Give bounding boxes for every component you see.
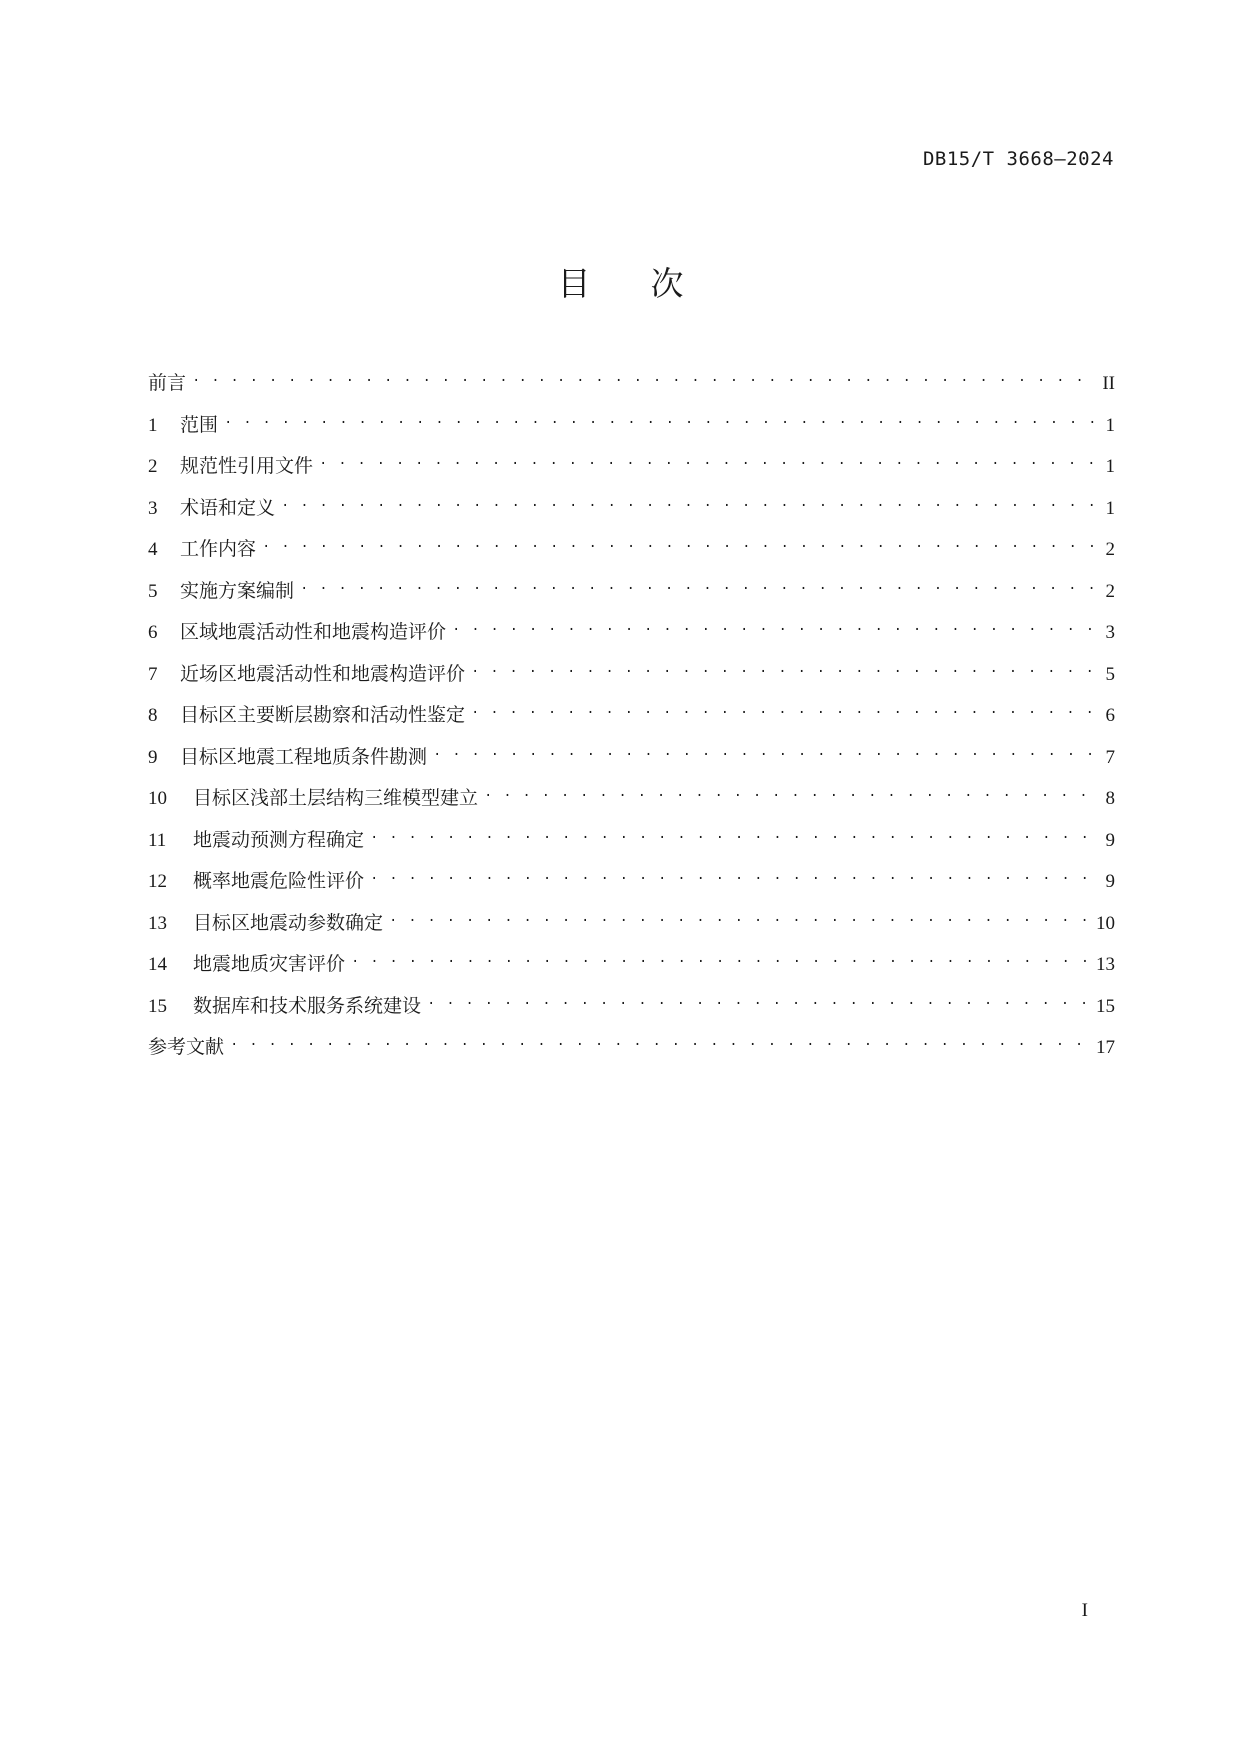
- toc-entry-page: 9: [1105, 829, 1115, 851]
- toc-leader-dots: [319, 453, 1099, 472]
- toc-entry-title: 目标区主要断层勘察和活动性鉴定: [180, 704, 466, 726]
- toc-entry-title: 数据库和技术服务系统建设: [193, 994, 422, 1017]
- toc-entry-number: 13: [148, 912, 167, 934]
- toc-entry-number: 4: [148, 539, 158, 560]
- toc-entry-page: 2: [1105, 539, 1115, 560]
- toc-entry-title: 规范性引用文件: [180, 455, 314, 477]
- toc-entry-title: 地震动预测方程确定: [193, 828, 365, 851]
- toc-entry[interactable]: [148, 783, 1115, 825]
- toc-entry[interactable]: [148, 368, 1115, 410]
- toc-leader-dots: [230, 1034, 1090, 1053]
- toc-entry-title: 地震地质灾害评价: [193, 953, 346, 975]
- toc-entry-page: 8: [1105, 788, 1115, 809]
- toc-entry[interactable]: [148, 949, 1115, 991]
- toc-entry[interactable]: [148, 742, 1115, 784]
- toc-entry-number: 2: [148, 456, 158, 477]
- toc-entry-page: 9: [1105, 871, 1115, 892]
- toc-entry-title: 范围: [180, 413, 219, 436]
- toc-entry[interactable]: [148, 991, 1115, 1033]
- toc-entry-page: 5: [1105, 663, 1115, 685]
- toc-entry[interactable]: [148, 700, 1115, 742]
- toc-entry[interactable]: [148, 908, 1115, 950]
- toc-entry-page: 17: [1096, 1037, 1115, 1058]
- toc-entry-title: 近场区地震活动性和地震构造评价: [180, 662, 466, 685]
- toc-entry[interactable]: [148, 493, 1115, 535]
- toc-entry[interactable]: [148, 451, 1115, 493]
- toc-entry-number: 12: [148, 871, 167, 892]
- toc-entry[interactable]: [148, 866, 1115, 908]
- toc-entry-title: 目标区地震动参数确定: [193, 911, 384, 934]
- toc-entry-page: II: [1102, 373, 1115, 394]
- toc-leader-dots: [370, 868, 1099, 887]
- toc-entry-title: 区域地震活动性和地震构造评价: [180, 621, 447, 643]
- toc-leader-dots: [452, 619, 1099, 638]
- toc-entry-page: 1: [1105, 456, 1115, 477]
- toc-entry[interactable]: [148, 534, 1115, 576]
- toc-entry[interactable]: [148, 576, 1115, 618]
- toc-entry[interactable]: [148, 617, 1115, 659]
- toc-entry-page: 3: [1105, 622, 1115, 643]
- toc-entry-title: 目标区浅部土层结构三维模型建立: [193, 787, 479, 809]
- toc-entry-title: 实施方案编制: [180, 579, 295, 602]
- toc-entry-number: 1: [148, 414, 158, 436]
- standard-code: DB15/T 3668—2024: [922, 148, 1114, 170]
- toc-entry-page: 10: [1096, 912, 1115, 934]
- toc-leader-dots: [389, 910, 1090, 929]
- toc-entry[interactable]: [148, 1032, 1115, 1074]
- toc-entry-number: 14: [148, 954, 167, 975]
- toc-leader-dots: [433, 744, 1099, 763]
- toc-leader-dots: [281, 495, 1099, 514]
- toc-leader-dots: [300, 578, 1099, 597]
- toc-leader-dots: [351, 951, 1090, 970]
- toc-entry-page: 1: [1105, 497, 1115, 519]
- toc-entry-title: 概率地震危险性评价: [193, 870, 365, 892]
- toc-leader-dots: [262, 536, 1099, 555]
- toc-entry-number: 8: [148, 705, 158, 726]
- toc-entry-page: 1: [1105, 414, 1115, 436]
- toc-entry-number: 9: [148, 746, 158, 768]
- toc-leader-dots: [224, 412, 1099, 431]
- toc-entry-page: 7: [1105, 746, 1115, 768]
- toc-leader-dots: [471, 702, 1099, 721]
- toc-entry-page: 6: [1105, 705, 1115, 726]
- table-of-contents: [148, 368, 1115, 1074]
- toc-entry[interactable]: [148, 825, 1115, 867]
- toc-entry-number: 5: [148, 580, 158, 602]
- toc-entry-title: 前言: [148, 372, 187, 394]
- toc-entry-page: 15: [1096, 995, 1115, 1017]
- page-number: I: [1081, 1600, 1088, 1621]
- toc-leader-dots: [484, 785, 1099, 804]
- toc-entry-number: 15: [148, 995, 167, 1017]
- toc-entry[interactable]: [148, 659, 1115, 701]
- page-title: 目次: [557, 264, 744, 303]
- toc-entry-number: 11: [148, 829, 167, 851]
- toc-entry-title: 术语和定义: [180, 496, 276, 519]
- toc-leader-dots: [370, 827, 1099, 846]
- toc-leader-dots: [471, 661, 1099, 680]
- toc-entry-number: 7: [148, 663, 158, 685]
- toc-entry-title: 参考文献: [148, 1036, 225, 1058]
- toc-entry[interactable]: [148, 410, 1115, 452]
- toc-entry-number: 6: [148, 622, 158, 643]
- toc-entry-title: 目标区地震工程地质条件勘测: [180, 745, 428, 768]
- toc-entry-title: 工作内容: [180, 538, 257, 560]
- toc-entry-page: 2: [1105, 580, 1115, 602]
- toc-entry-page: 13: [1096, 954, 1115, 975]
- toc-entry-number: 3: [148, 497, 158, 519]
- toc-leader-dots: [427, 993, 1090, 1012]
- toc-leader-dots: [192, 370, 1096, 389]
- toc-entry-number: 10: [148, 788, 167, 809]
